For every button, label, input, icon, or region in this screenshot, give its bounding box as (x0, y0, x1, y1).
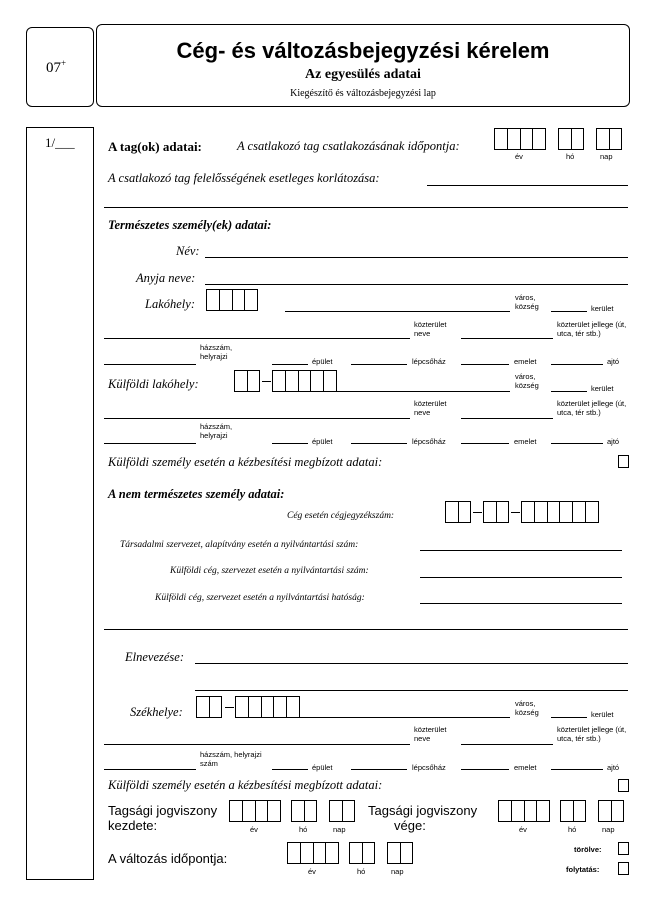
join-day-caption: nap (600, 152, 613, 161)
liability-label: A csatlakozó tag felelősségének esetleges korlátozása: (108, 171, 380, 185)
change-year-field[interactable] (287, 842, 339, 864)
deleted-label: törölve: (574, 845, 602, 854)
foreign-street-type-field[interactable] (461, 418, 553, 419)
members-label: A tag(ok) adatai: (108, 139, 202, 154)
foreign-street-field[interactable] (104, 418, 410, 419)
foreign-staircase-field[interactable] (351, 443, 407, 444)
residence-staircase-field[interactable] (351, 364, 407, 365)
company-reg-dash-1 (473, 512, 482, 513)
residence-city-caption: város, község (515, 293, 539, 311)
start-year-caption: év (250, 825, 258, 834)
start-day-caption: nap (333, 825, 346, 834)
residence-door-caption: ajtó (607, 357, 620, 366)
page-subtitle: Az egyesülés adatai (305, 67, 421, 82)
company-reg-dash-2 (511, 512, 520, 513)
legal-name-field-2[interactable] (195, 690, 628, 691)
foreign-postcode[interactable] (272, 370, 337, 392)
join-month-field[interactable] (558, 128, 584, 150)
mother-label: Anyja neve: (136, 271, 196, 285)
seat-staircase-field[interactable] (351, 769, 407, 770)
residence-house-field[interactable] (104, 364, 196, 365)
residence-city-field[interactable] (285, 311, 510, 312)
end-month-caption: hó (568, 825, 577, 834)
residence-floor-caption: emelet (514, 357, 537, 366)
foreign-reg-label: Külföldi cég, szervezet esetén a nyilvántartási szám: (170, 566, 369, 576)
membership-start-label: Tagsági jogviszony kezdete: (108, 803, 218, 833)
foreign-reg-field[interactable] (420, 577, 622, 578)
row-number-box (26, 127, 94, 880)
change-date-label: A változás időpontja: (108, 851, 228, 866)
seat-building-caption: épület (312, 763, 333, 772)
legal-foreign-agent-checkbox[interactable] (618, 779, 629, 792)
residence-street-type-field[interactable] (461, 338, 553, 339)
header-code: 07+ (46, 58, 67, 76)
join-month-caption: hó (566, 152, 575, 161)
start-day-field[interactable] (329, 800, 355, 822)
name-field[interactable] (205, 257, 628, 258)
liability-field[interactable] (427, 185, 628, 186)
join-year-caption: év (515, 152, 523, 161)
change-day-caption: nap (391, 867, 404, 876)
seat-door-field[interactable] (551, 769, 603, 770)
foreign-staircase-caption: lépcsőház (412, 437, 446, 446)
seat-building-field[interactable] (272, 769, 308, 770)
seat-staircase-caption: lépcsőház (412, 763, 446, 772)
liability-field-2[interactable] (104, 207, 628, 208)
residence-door-field[interactable] (551, 364, 603, 365)
change-year-caption: év (308, 867, 316, 876)
seat-street-type-caption: közterület jellege (út, utca, tér stb.) (557, 725, 627, 743)
legal-extra-line[interactable] (104, 629, 628, 630)
residence-house-caption: házszám, helyrajzi (200, 343, 233, 361)
legal-name-field[interactable] (195, 663, 628, 664)
natural-foreign-agent-label: Külföldi személy esetén a kézbesítési megbízott adatai: (108, 455, 383, 469)
foreign-code-dash (262, 381, 271, 382)
residence-street-field[interactable] (104, 338, 410, 339)
company-reg-form[interactable] (483, 501, 509, 523)
end-year-field[interactable] (498, 800, 550, 822)
join-year-field[interactable] (494, 128, 546, 150)
seat-city-caption: város, község (515, 699, 539, 717)
seat-postcode[interactable] (235, 696, 300, 718)
civil-reg-field[interactable] (420, 550, 622, 551)
foreign-building-caption: épület (312, 437, 333, 446)
foreign-auth-label: Külföldi cég, szervezet esetén a nyilvántartási hatóság: (155, 593, 365, 603)
continuation-checkbox[interactable] (618, 862, 629, 875)
start-month-caption: hó (299, 825, 308, 834)
foreign-street-type-caption: közterület jellege (út, utca, tér stb.) (557, 399, 627, 417)
residence-district-field[interactable] (551, 311, 587, 312)
legal-heading: A nem természetes személy adatai: (108, 487, 285, 501)
residence-building-field[interactable] (272, 364, 308, 365)
residence-street-caption: közterület neve (414, 320, 447, 338)
foreign-city-caption: város, község (515, 372, 539, 390)
foreign-district-caption: kerület (591, 384, 614, 393)
foreign-country-code[interactable] (234, 370, 260, 392)
foreign-floor-caption: emelet (514, 437, 537, 446)
deleted-checkbox[interactable] (618, 842, 629, 855)
residence-building-caption: épület (312, 357, 333, 366)
start-month-field[interactable] (291, 800, 317, 822)
foreign-door-caption: ajtó (607, 437, 620, 446)
natural-heading: Természetes személy(ek) adatai: (108, 218, 272, 232)
residence-label: Lakóhely: (145, 297, 195, 311)
change-month-field[interactable] (349, 842, 375, 864)
page-title: Cég- és változásbejegyzési kérelem (176, 38, 550, 63)
join-day-field[interactable] (596, 128, 622, 150)
start-year-field[interactable] (229, 800, 281, 822)
company-reg-label: Cég esetén cégjegyzékszám: (287, 511, 395, 521)
page-subtitle2: Kiegészítő és változásbejegyzési lap (290, 88, 436, 99)
residence-floor-field[interactable] (461, 364, 509, 365)
join-date-label: A csatlakozó tag csatlakozásának időpontja: (237, 139, 460, 153)
civil-reg-label: Társadalmi szervezet, alapítvány esetén a nyilvántartási szám: (120, 540, 359, 550)
foreign-floor-field[interactable] (461, 443, 509, 444)
foreign-residence-label: Külföldi lakóhely: (108, 377, 199, 391)
seat-country-code[interactable] (196, 696, 222, 718)
membership-end-label: Tagsági jogviszony vége: (368, 803, 478, 833)
foreign-door-field[interactable] (551, 443, 603, 444)
foreign-house-caption: házszám, helyrajzi (200, 422, 233, 440)
foreign-city-field[interactable] (337, 391, 510, 392)
seat-house-field[interactable] (104, 769, 196, 770)
foreign-district-field[interactable] (551, 391, 587, 392)
end-day-caption: nap (602, 825, 615, 834)
seat-city-field[interactable] (300, 717, 510, 718)
seat-street-caption: közterület neve (414, 725, 447, 743)
seat-house-caption: házszám, helyrajzi szám (200, 750, 262, 768)
foreign-street-caption: közterület neve (414, 399, 447, 417)
foreign-house-field[interactable] (104, 443, 196, 444)
change-day-field[interactable] (387, 842, 413, 864)
legal-name-label: Elnevezése: (125, 650, 184, 664)
residence-street-type-caption: közterület jellege (út, utca, tér stb.) (557, 320, 627, 338)
row-number[interactable]: 1/___ (45, 135, 75, 150)
seat-district-caption: kerület (591, 710, 614, 719)
seat-label: Székhelye: (130, 705, 183, 719)
legal-foreign-agent-label: Külföldi személy esetén a kézbesítési megbízott adatai: (108, 778, 383, 792)
seat-street-type-field[interactable] (461, 744, 553, 745)
end-month-field[interactable] (560, 800, 586, 822)
seat-door-caption: ajtó (607, 763, 620, 772)
change-month-caption: hó (357, 867, 366, 876)
residence-staircase-caption: lépcsőház (412, 357, 446, 366)
end-day-field[interactable] (598, 800, 624, 822)
residence-postcode[interactable] (206, 289, 258, 311)
company-reg-court[interactable] (445, 501, 471, 523)
seat-street-field[interactable] (104, 744, 410, 745)
foreign-auth-field[interactable] (420, 603, 622, 604)
seat-code-dash (225, 707, 234, 708)
company-reg-number[interactable] (521, 501, 599, 523)
seat-floor-caption: emelet (514, 763, 537, 772)
seat-district-field[interactable] (551, 717, 587, 718)
seat-floor-field[interactable] (461, 769, 509, 770)
mother-field[interactable] (205, 284, 628, 285)
end-year-caption: év (519, 825, 527, 834)
residence-district-caption: kerület (591, 304, 614, 313)
natural-foreign-agent-checkbox[interactable] (618, 455, 629, 468)
foreign-building-field[interactable] (272, 443, 308, 444)
continuation-label: folytatás: (566, 865, 600, 874)
name-label: Név: (176, 244, 200, 258)
